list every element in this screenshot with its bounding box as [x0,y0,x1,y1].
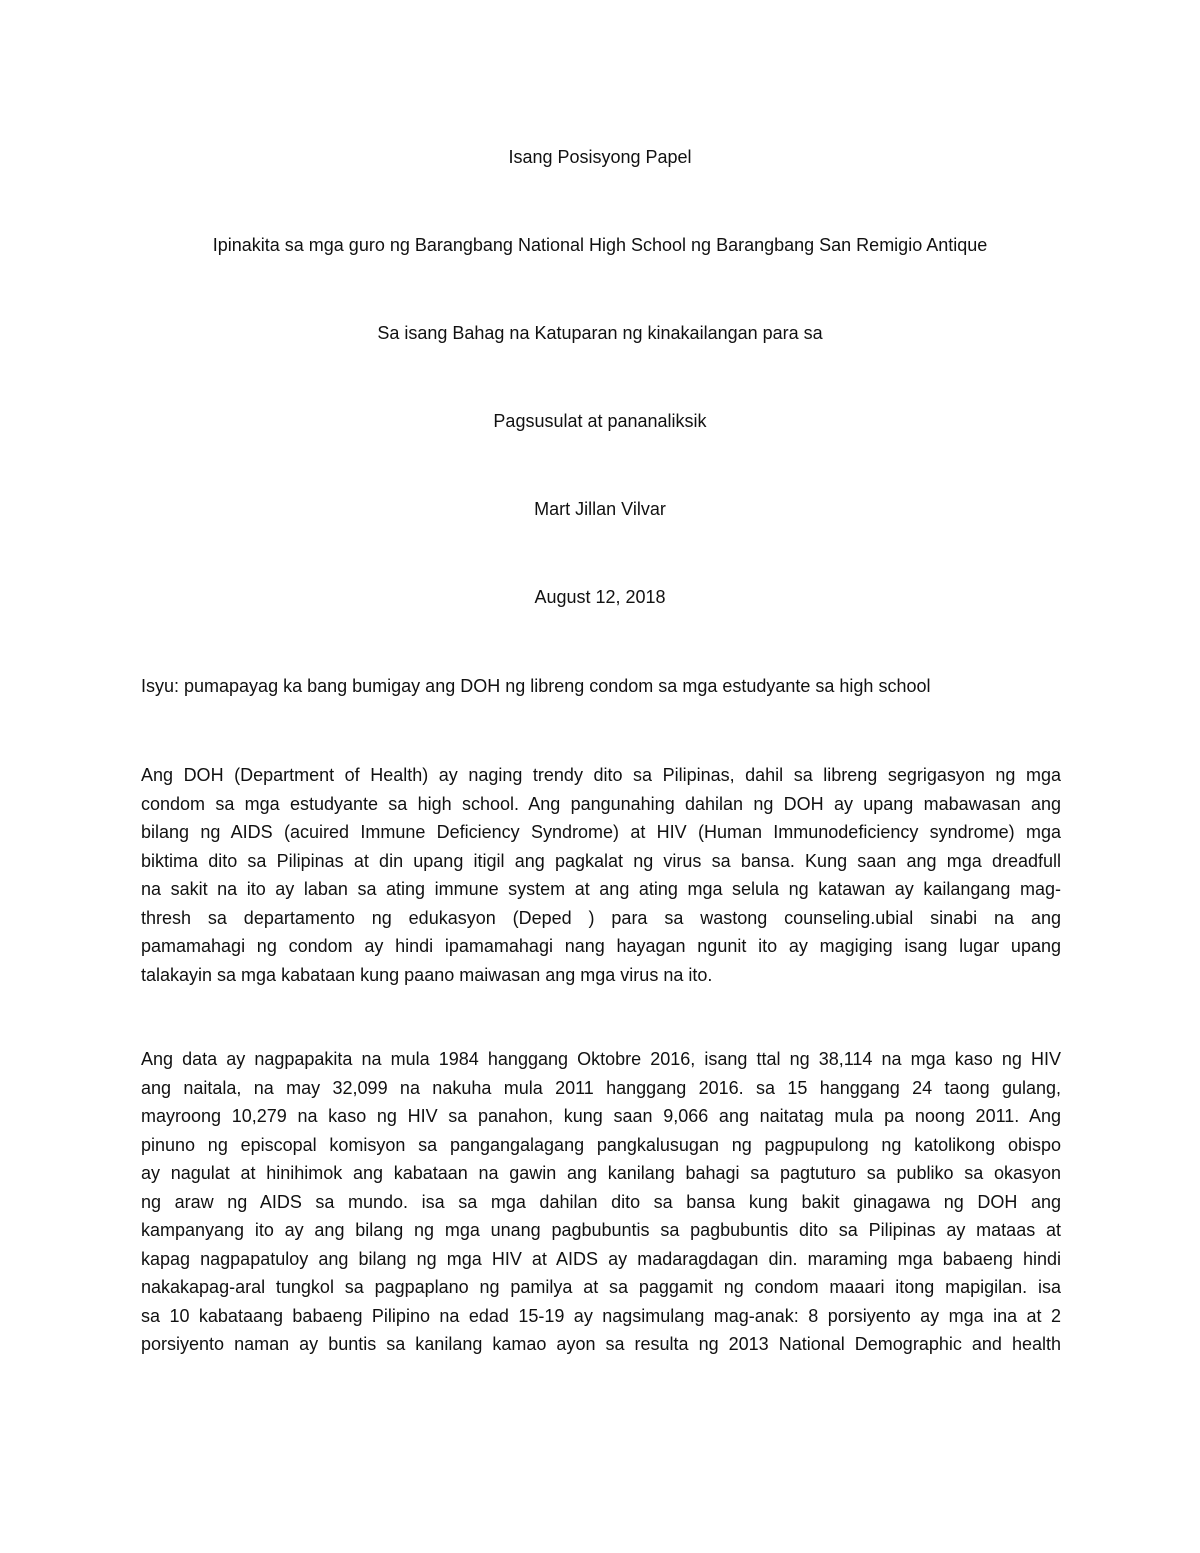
paragraph-1-line: condom sa mga estudyante sa high school. Ang pangunahing dahilan ng DOH ay upang mabawasan ang [141,793,1061,814]
requirement-line: Sa isang Bahag na Katuparan ng kinakailangan para sa [377,323,823,343]
date-line: August 12, 2018 [534,587,666,607]
paragraph-1-line: Ang DOH (Department of Health) ay naging trendy dito sa Pilipinas, dahil sa libreng segrigasyon ng mga [141,765,1061,785]
paragraph-1-line: biktima dito sa Pilipinas at din upang itigil ang pagkalat ng virus sa bansa. Kung saan ang mga dreadfull [141,850,1061,871]
paper-title: Isang Posisyong Papel [508,147,692,167]
paragraph-2-line: kampanyang ito ay ang bilang ng mga unang pagbubuntis sa pagbubuntis dito sa Pilipinas ay mataas at [141,1220,1061,1240]
author-line: Mart Jillan Vilvar [534,499,666,519]
paragraph-2-line: kapag nagpapatuloy ang bilang ng mga HIV at AIDS ay madaragdagan din. maraming mga babaeng hindi [141,1248,1061,1269]
paragraph-2-line: nakakapag-aral tungkol sa pagpaplano ng pamilya at sa paggamit ng condom maaari itong mapigilan. isa [141,1277,1061,1297]
paragraph-2-line: ng araw ng AIDS sa mundo. isa sa mga dahilan dito sa bansa kung bakit ginagawa ng DOH ang [141,1191,1061,1212]
paragraph-1-line: talakayin sa mga kabataan kung paano maiwasan ang mga virus na ito. [141,964,713,985]
course-line: Pagsusulat at pananaliksik [493,411,707,431]
paragraph-1-line: bilang ng AIDS (acuired Immune Deficiency Syndrome) at HIV (Human Immunodeficiency syndrome) mga [141,822,1061,842]
paragraph-2-line: Ang data ay nagpapakita na mula 1984 hanggang Oktobre 2016, isang ttal ng 38,114 na mga kaso ng HIV [141,1049,1061,1069]
paragraph-1-line: pamamahagi ng condom ay hindi ipamamahagi nang hayagan ngunit ito ay magiging isang lugar upang [141,936,1061,956]
presented-to-line: Ipinakita sa mga guro ng Barangbang National High School ng Barangbang San Remigio Antique [212,235,988,255]
paragraph-2-line: mayroong 10,279 na kaso ng HIV sa panahon, kung saan 9,066 ang naitatag mula pa noong 2011. Ang [141,1106,1061,1126]
paragraph-2-line: sa 10 kabataang babaeng Pilipino na edad 15-19 ay nagsimulang mag-anak: 8 porsiyento ay mga ina at 2 [141,1305,1061,1326]
paragraph-1 [141,761,1061,989]
issue-statement: Isyu: pumapayag ka bang bumigay ang DOH ng libreng condom sa mga estudyante sa high school [141,676,931,696]
paragraph-2-line: porsiyento naman ay buntis sa kanilang kamao ayon sa resulta ng 2013 National Demographic and health [141,1334,1061,1354]
paragraph-1-line: thresh sa departamento ng edukasyon (Deped ) para sa wastong counseling.ubial sinabi na ang [141,907,1061,928]
paragraph-2-line: pinuno ng episcopal komisyon sa pangangalagang pangkalusugan ng pagpupulong ng katolikong obispo [141,1134,1061,1155]
paragraph-1-line: na sakit na ito ay laban sa ating immune system at ang ating mga selula ng katawan ay kailangang mag- [141,879,1061,899]
paragraph-2-line: ay nagulat at hinihimok ang kabataan na gawin ang kanilang bahagi sa pagtuturo sa publiko sa okasyon [141,1163,1061,1183]
paragraph-2-line: ang naitala, na may 32,099 na nakuha mula 2011 hanggang 2016. sa 15 hanggang 24 taong gulang, [141,1077,1061,1098]
paragraph-2 [141,1045,1061,1359]
